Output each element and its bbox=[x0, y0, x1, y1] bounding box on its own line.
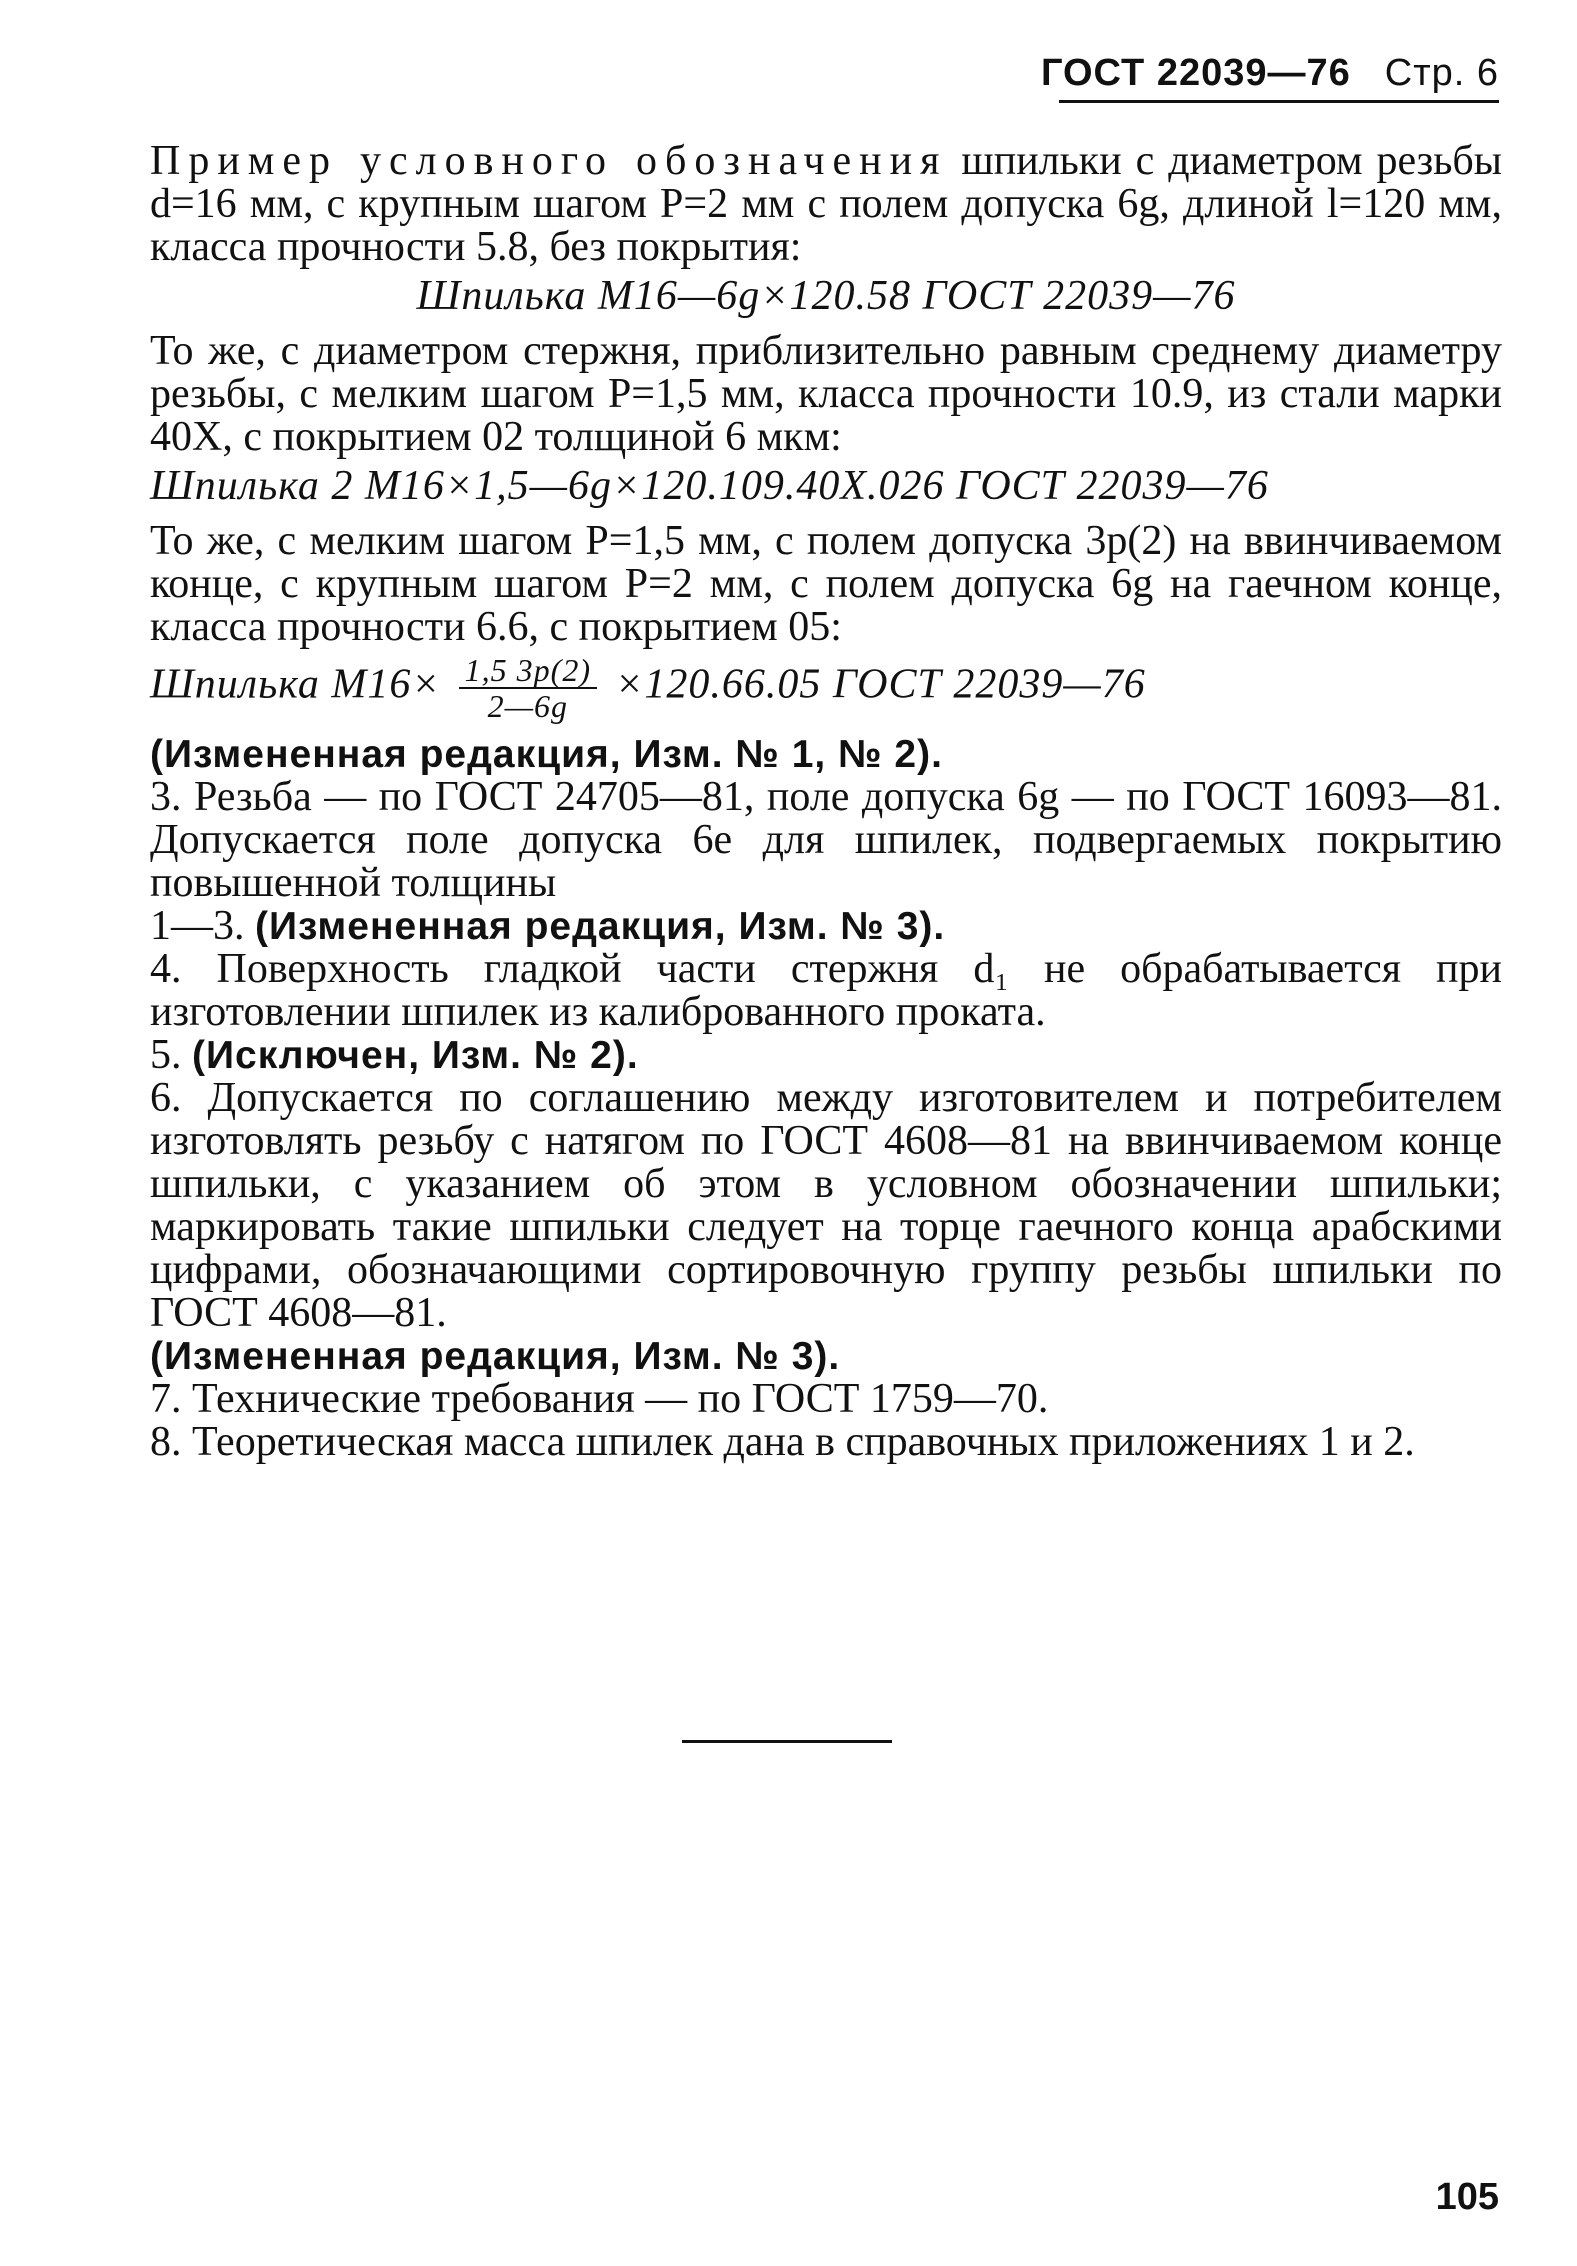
header-rule bbox=[1059, 100, 1499, 103]
designation-3-left: Шпилька М16× bbox=[150, 661, 441, 708]
item-1-3-prefix: 1—3. bbox=[150, 903, 255, 949]
paragraph-text: шпильки с диаметром резьбы d=16 мм, с крупным шагом P=2 мм с полем допуска 6g, длиной l=120 мм, класса прочности 5.8, без покрытия: bbox=[150, 138, 1502, 270]
revision-note-3: (Измененная редакция, Изм. № 3). bbox=[150, 1335, 841, 1378]
paragraph-example-1 bbox=[150, 140, 1502, 269]
page-header bbox=[1041, 52, 1499, 95]
fraction-denominator: 2—6g bbox=[487, 688, 569, 724]
page-number: 105 bbox=[1435, 2176, 1499, 2218]
thread-fraction bbox=[459, 652, 597, 724]
standard-number: ГОСТ 22039—76 bbox=[1040, 52, 1351, 94]
paragraph-example-3: То же, с мелким шагом P=1,5 мм, с полем допуска 3p(2) на ввинчиваемом конце, с крупным шагом P=2 мм, с полем допуска 6g на гаечном конце, класса прочности 6.6, с покрытием 05: bbox=[150, 518, 1502, 650]
item-4: 4. Поверхность гладкой части стержня d₁ не обрабатывается при изготовлении шпилек из калиброванного проката. bbox=[150, 946, 1502, 1035]
page-label: Стр. 6 bbox=[1384, 52, 1499, 94]
end-separator bbox=[682, 1740, 892, 1743]
paragraph-example-2: То же, с диаметром стержня, приблизительно равным среднему диаметру резьбы, с мелким шагом P=1,5 мм, класса прочности 10.9, из стали марки 40Х, с покрытием 02 толщиной 6 мкм: bbox=[150, 328, 1502, 460]
fraction-numerator: 1,5 3p(2) bbox=[459, 655, 597, 689]
item-1-3-note: (Измененная редакция, Изм. № 3). bbox=[255, 905, 946, 948]
item-5-prefix: 5. bbox=[150, 1032, 192, 1078]
item-3: 3. Резьба — по ГОСТ 24705—81, поле допуска 6g — по ГОСТ 16093—81. Допускается поле допуска 6е для шпилек, подвергаемых покрытию повышенной толщины bbox=[150, 774, 1502, 906]
revision-note-1-2: (Измененная редакция, Изм. № 1, № 2). bbox=[150, 733, 943, 776]
designation-3-right: ×120.66.05 ГОСТ 22039—76 bbox=[614, 661, 1146, 708]
item-7: 7. Технические требования — по ГОСТ 1759—70. bbox=[150, 1376, 1049, 1422]
designation-2: Шпилька 2 М16×1,5—6g×120.109.40Х.026 ГОСТ 22039—76 bbox=[150, 463, 1269, 509]
paragraph-lead: Пример условного обозначения bbox=[150, 138, 948, 184]
item-5-note: (Исключен, Изм. № 2). bbox=[192, 1034, 639, 1077]
item-5 bbox=[150, 1034, 1502, 1077]
designation-1: Шпилька М16—6g×120.58 ГОСТ 22039—76 bbox=[416, 273, 1236, 319]
item-8: 8. Теоретическая масса шпилек дана в справочных приложениях 1 и 2. bbox=[150, 1419, 1415, 1465]
document-body bbox=[150, 140, 1502, 1464]
item-6: 6. Допускается по соглашению между изготовителем и потребителем изготовлять резьбу с натягом по ГОСТ 4608—81 на ввинчиваемом конце шпильки, с указанием об этом в условном обозначении шпильки; маркировать такие шпильки следует на торце гаечного конца арабскими цифрами, обозначающими сортировочную группу резьбы шпильки по ГОСТ 4608—81. bbox=[150, 1075, 1502, 1336]
designation-3 bbox=[150, 652, 1502, 724]
item-1-3-revision bbox=[150, 905, 1502, 948]
